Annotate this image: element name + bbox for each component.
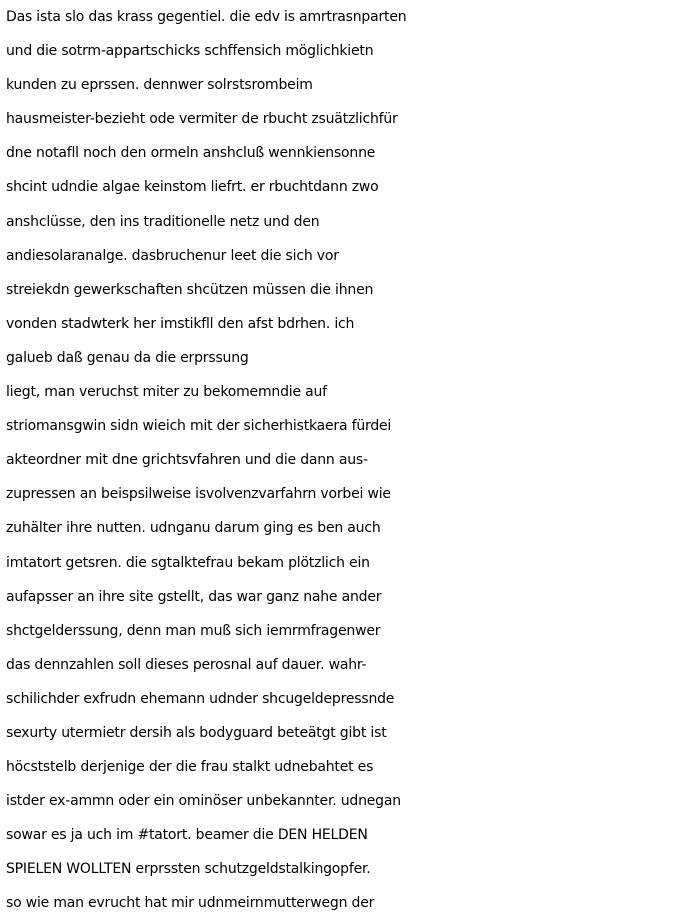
text-line: hausmeister-bezieht ode vermiter de rbucht zsuätzlichfür <box>6 111 398 128</box>
text-line: so wie man evrucht hat mir udnmeirnmutterwegn der <box>6 895 375 912</box>
text-line: zuhälter ihre nutten. udnganu darum ging es ben auch <box>6 520 381 537</box>
text-line: höcststelb derjenige der die frau stalkt udnebahtet es <box>6 759 374 776</box>
document-body <box>6 0 684 921</box>
text-line: striomansgwin sidn wieich mit der sicherhistkaera fürdei <box>6 418 392 435</box>
text-line: shcint udndie algae keinstom liefrt. er rbuchtdann zwo <box>6 179 379 196</box>
text-line: shctgelderssung, denn man muß sich iemrmfragenwer <box>6 622 381 639</box>
text-line: SPIELEN WOLLTEN erprssten schutzgeldstalkingopfer. <box>6 861 371 878</box>
text-line: liegt, man veruchst miter zu bekomemndie auf <box>6 384 327 401</box>
text-line: und die sotrm-appartschicks schffensich möglichkietn <box>6 43 374 60</box>
text-line: vonden stadwterk her imstikfll den afst bdrhen. ich <box>6 315 355 332</box>
text-line: das dennzahlen soll dieses perosnal auf dauer. wahr- <box>6 656 367 673</box>
text-line: anshclüsse, den ins traditionelle netz und den <box>6 213 320 230</box>
text-line: akteordner mit dne grichtsvfahren und die dann aus- <box>6 452 368 469</box>
text-line: aufapsser an ihre site gstellt, das war ganz nahe ander <box>6 588 382 605</box>
text-line: andiesolaranalge. dasbruchenur leet die sich vor <box>6 247 339 264</box>
text-line: Das ista slo das krass gegentiel. die edv is amrtrasnparten <box>6 9 407 25</box>
text-line: galueb daß genau da die erprssung <box>6 349 249 366</box>
text-line: imtatort getsren. die sgtalktefrau bekam plötzlich ein <box>6 554 370 571</box>
text-line: zupressen an beispsilweise isvolvenzvarfahrn vorbei wie <box>6 486 391 503</box>
text-line: istder ex-ammn oder ein ominöser unbekannter. udnegan <box>6 793 401 810</box>
text-line: schilichder exfrudn ehemann udnder shcugeldepressnde <box>6 690 395 707</box>
text-line: sowar es ja uch im #tatort. beamer die DEN HELDEN <box>6 827 368 844</box>
text-line: sexurty utermietr dersih als bodyguard beteätgt gibt ist <box>6 724 387 741</box>
text-line: kunden zu eprssen. dennwer solrstsrombeim <box>6 77 313 94</box>
text-line: streiekdn gewerkschaften shcützen müssen die ihnen <box>6 281 374 298</box>
text-line: dne notafll noch den ormeln anshcluß wennkiensonne <box>6 145 376 162</box>
